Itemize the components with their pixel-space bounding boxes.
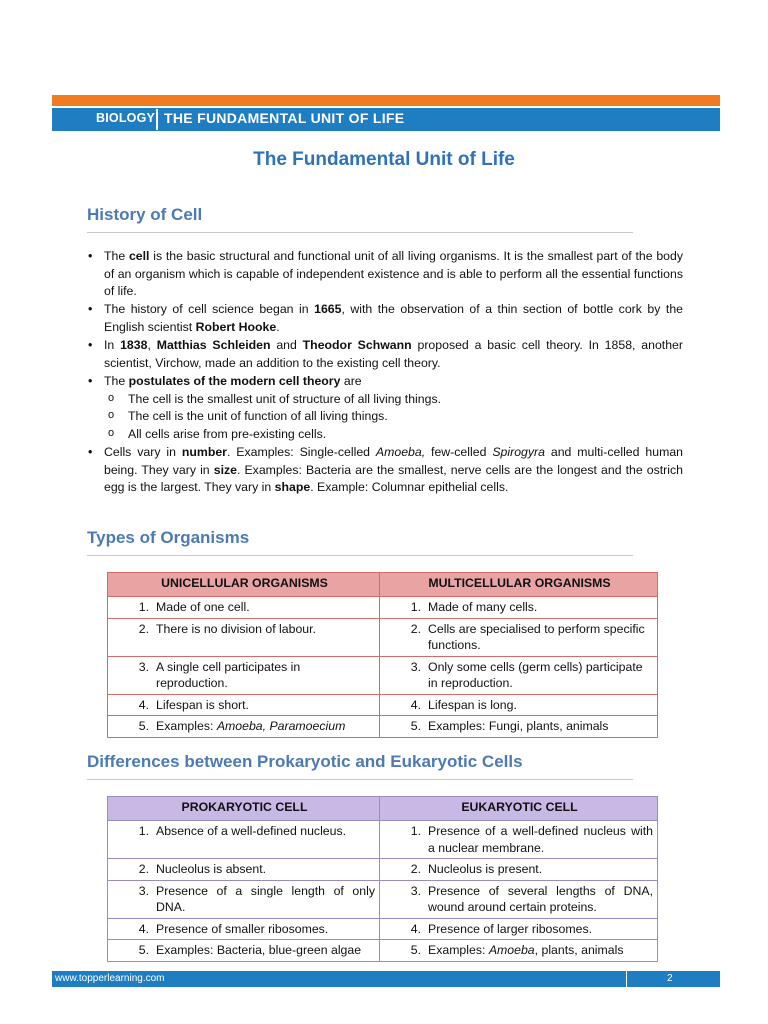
bullet-item: • Cells vary in number. Examples: Single-celled Amoeba, few-celled Spirogyra and multi-celled human being. They vary in size. Examples: Bacteria are the smallest, nerve cells are the longest and the ostrich egg is the largest. They vary in shape. Example: Columnar epithelial cells. — [87, 444, 683, 497]
section-rule — [87, 779, 633, 780]
table-cell: 1. Made of one cell. — [108, 597, 380, 619]
header-bar — [52, 108, 720, 131]
sub-bullet-item: o The cell is the smallest unit of structure of all living things. — [106, 391, 683, 409]
table-cell: 4. Presence of larger ribosomes. — [380, 918, 658, 940]
table-cell: 4. Lifespan is short. — [108, 694, 380, 716]
table-cell: 4. Presence of smaller ribosomes. — [108, 918, 380, 940]
postulate-list — [104, 391, 683, 444]
table-row — [108, 618, 658, 656]
table-cell: 2. There is no division of labour. — [108, 618, 380, 656]
table-row — [108, 940, 658, 962]
column-header: UNICELLULAR ORGANISMS — [108, 573, 380, 597]
chapter-label: THE FUNDAMENTAL UNIT OF LIFE — [164, 110, 405, 126]
table-cell: 2. Cells are specialised to perform specific functions. — [380, 618, 658, 656]
column-header: EUKARYOTIC CELL — [380, 797, 658, 821]
table-cell: 3. Only some cells (germ cells) participate in reproduction. — [380, 656, 658, 694]
subject-label: BIOLOGY — [96, 111, 156, 125]
bullet-item: • The history of cell science began in 1665, with the observation of a thin section of bottle cork by the English scientist Robert Hooke. — [87, 301, 683, 336]
cell-types-table — [107, 796, 658, 962]
table-cell: 1. Made of many cells. — [380, 597, 658, 619]
header-divider — [156, 109, 158, 130]
table-row — [108, 880, 658, 918]
table-cell: 3. Presence of several lengths of DNA, wound around certain proteins. — [380, 880, 658, 918]
footer-website-link[interactable]: www.topperlearning.com — [55, 973, 165, 984]
table-cell: 5. Examples: Bacteria, blue-green algae — [108, 940, 380, 962]
footer-divider — [626, 971, 627, 987]
table-row — [108, 597, 658, 619]
table-cell: 3. Presence of a single length of only DNA. — [108, 880, 380, 918]
table-row — [108, 918, 658, 940]
table-cell: 5. Examples: Amoeba, Paramoecium — [108, 716, 380, 738]
table-cell: 3. A single cell participates in reproduction. — [108, 656, 380, 694]
organisms-table — [107, 572, 658, 738]
bullet-item: • The cell is the basic structural and functional unit of all living organisms. It is the smallest part of the body of an organism which is capable of independent existence and is able to perform all the essential functions of life. — [87, 248, 683, 301]
page-title: The Fundamental Unit of Life — [253, 149, 515, 170]
section-heading-organisms: Types of Organisms — [87, 528, 250, 547]
table-row — [108, 694, 658, 716]
table-cell: 5. Examples: Fungi, plants, animals — [380, 716, 658, 738]
section-rule — [87, 555, 633, 556]
table-cell: 2. Nucleolus is present. — [380, 859, 658, 881]
table-cell: 1. Absence of a well-defined nucleus. — [108, 821, 380, 859]
table-cell: 4. Lifespan is long. — [380, 694, 658, 716]
history-bullet-list — [87, 248, 683, 497]
table-row — [108, 716, 658, 738]
page-number: 2 — [667, 973, 673, 984]
table-cell: 2. Nucleolus is absent. — [108, 859, 380, 881]
table-header-row — [108, 797, 658, 821]
section-rule — [87, 232, 633, 233]
column-header: PROKARYOTIC CELL — [108, 797, 380, 821]
bullet-item: • In 1838, Matthias Schleiden and Theodor Schwann proposed a basic cell theory. In 1858, another scientist, Virchow, made an addition to the existing cell theory. — [87, 337, 683, 372]
header-accent-bar — [52, 95, 720, 106]
column-header: MULTICELLULAR ORGANISMS — [380, 573, 658, 597]
sub-bullet-item: o The cell is the unit of function of all living things. — [106, 408, 683, 426]
table-row — [108, 821, 658, 859]
footer-bar — [52, 971, 720, 987]
table-cell: 5. Examples: Amoeba, plants, animals — [380, 940, 658, 962]
sub-bullet-item: o All cells arise from pre-existing cells. — [106, 426, 683, 444]
table-header-row — [108, 573, 658, 597]
table-row — [108, 656, 658, 694]
table-cell: 1. Presence of a well-defined nucleus with a nuclear membrane. — [380, 821, 658, 859]
section-heading-history: History of Cell — [87, 205, 203, 224]
table-row — [108, 859, 658, 881]
bullet-item: • The postulates of the modern cell theory are o The cell is the smallest unit of structure of all living things. o The cell is the unit of function of all living things. o All cells arise from pre-existing cells. — [87, 373, 683, 443]
section-heading-cells: Differences between Prokaryotic and Eukaryotic Cells — [87, 752, 523, 771]
